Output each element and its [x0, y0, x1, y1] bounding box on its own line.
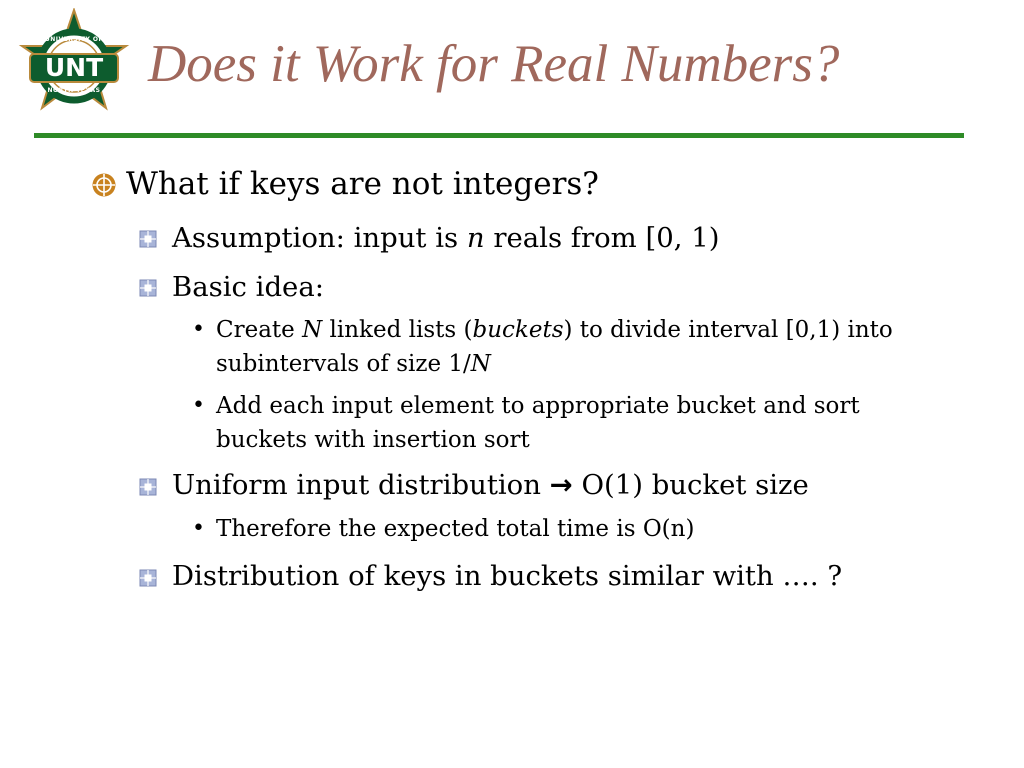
assumption-text-pre: Assumption: input is — [172, 222, 467, 254]
bullet-uniform-distribution — [172, 467, 809, 503]
create-text-pre: Create — [216, 317, 303, 343]
create-var-n: N — [302, 317, 323, 343]
bullet-expected-time: Therefore the expected total time is O(n) — [216, 516, 695, 542]
unt-logo-text: UNT — [44, 53, 104, 82]
square-bullet-icon — [139, 478, 157, 496]
dot-bullet-icon: • — [192, 393, 205, 418]
bullet-basic-idea: Basic idea: — [172, 271, 324, 303]
square-bullet-icon — [139, 230, 157, 248]
square-bullet-icon — [139, 569, 157, 587]
assumption-text-post: reals from [0, 1) — [484, 222, 720, 254]
create-line2-var-n: N — [470, 351, 491, 377]
assumption-var-n: n — [466, 222, 485, 254]
create-line2-text: subintervals of size 1/ — [216, 351, 471, 377]
dot-bullet-icon: • — [192, 516, 205, 541]
dot-bullet-icon: • — [192, 317, 205, 342]
bullet-level1-text: What if keys are not integers? — [126, 166, 599, 202]
square-bullet-icon — [139, 279, 157, 297]
create-text-mid1: linked lists ( — [322, 317, 473, 343]
unt-logo-ring-top: UNIVERSITY OF — [44, 36, 104, 43]
right-arrow-icon: → — [549, 469, 573, 501]
uniform-text-pre: Uniform input distribution — [172, 469, 550, 501]
bullet-add-elements-line2: buckets with insertion sort — [216, 427, 530, 453]
unt-logo-ring-bottom: NORTH TEXAS — [47, 87, 101, 94]
create-term-buckets: buckets — [472, 317, 564, 343]
bullet-key-distribution: Distribution of keys in buckets similar with …. ? — [172, 560, 843, 592]
bullet-assumption — [172, 220, 719, 256]
bullet-create-lists-line2 — [216, 347, 491, 381]
bullet-add-elements-line1: Add each input element to appropriate bucket and sort — [216, 393, 860, 419]
uniform-text-post: O(1) bucket size — [572, 469, 809, 501]
create-text-mid2: ) to divide interval [0,1) into — [563, 317, 893, 343]
bullet-create-lists-line1 — [216, 313, 893, 347]
slide-title: Does it Work for Real Numbers? — [148, 35, 840, 93]
circle-cross-bullet-icon — [91, 172, 117, 198]
